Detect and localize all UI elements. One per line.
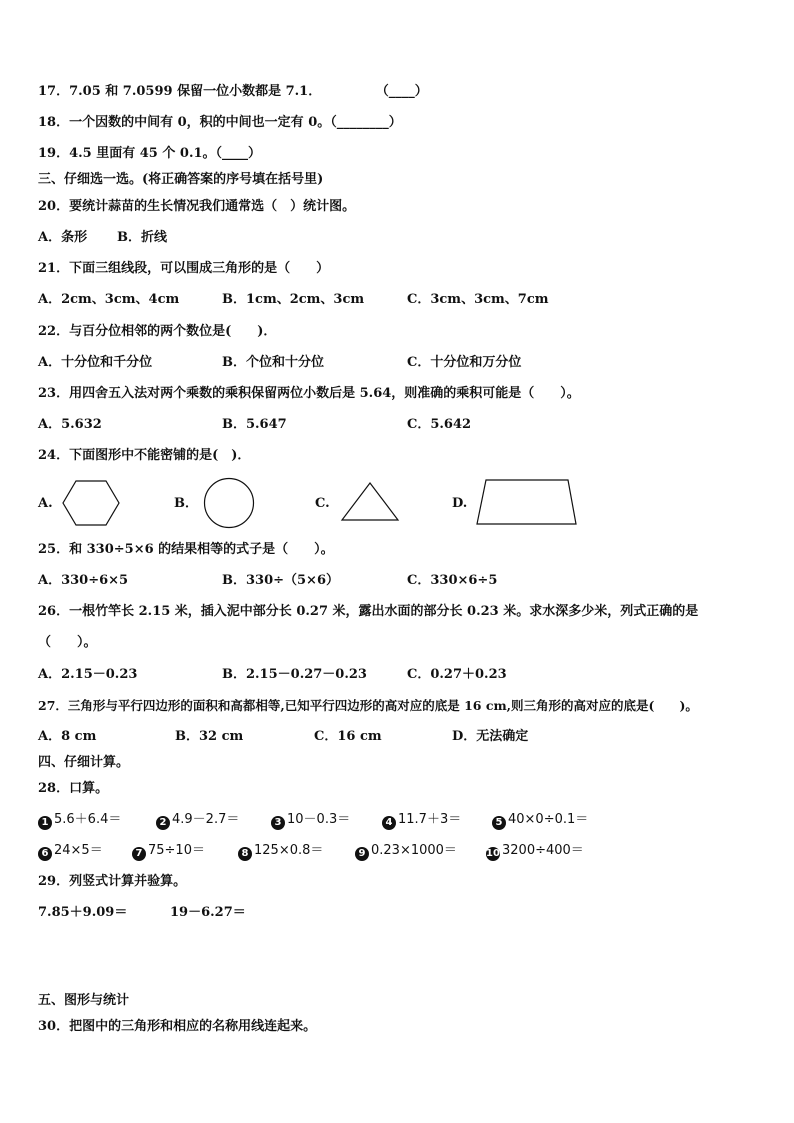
question-22: 22．与百分位相邻的两个数位是( )． — [38, 324, 277, 339]
calc-expr: 0.23×1000＝ — [371, 843, 457, 858]
question-26: 26．一根竹竿长 2.15 米，插入泥中部分长 0.27 米，露出水面的部分长 0.23 米。求水深多少米，列式正确的是 — [38, 604, 699, 619]
option-21-a[interactable]: A．2cm、3cm、4cm — [38, 292, 180, 307]
circled-number: 6 — [38, 847, 52, 861]
option-27-d[interactable]: D．无法确定 — [452, 729, 529, 744]
option-26-a[interactable]: A．2.15－0.23 — [38, 667, 138, 682]
option-24-c[interactable]: C. — [315, 496, 330, 511]
calc-expr: 4.9－2.7＝ — [172, 812, 240, 827]
vertical-calc-1: 7.85＋9.09＝ — [38, 905, 128, 920]
circled-number: 2 — [156, 816, 170, 830]
option-23-a[interactable]: A．5.632 — [38, 417, 102, 432]
question-28: 28．口算。 — [38, 781, 109, 796]
question-18 — [38, 115, 402, 131]
answer-paren-19[interactable]: （____） — [215, 146, 262, 161]
circled-number: 5 — [492, 816, 506, 830]
option-24-a[interactable]: A. — [38, 496, 53, 511]
circled-number: 4 — [382, 816, 396, 830]
question-25: 25．和 330÷5×6 的结果相等的式子是（ ）。 — [38, 542, 334, 557]
calc-item-10 — [486, 843, 584, 861]
circled-number: 3 — [271, 816, 285, 830]
question-19-text: 19．4.5 里面有 45 个 0.1。 — [38, 146, 216, 161]
option-25-c[interactable]: C．330×6÷5 — [407, 573, 498, 588]
calc-expr: 10－0.3＝ — [287, 812, 351, 827]
option-24-d[interactable]: D. — [452, 496, 468, 511]
answer-paren-17[interactable]: （____） — [375, 84, 428, 99]
section-4-heading: 四、仔细计算。 — [38, 755, 130, 770]
option-24-b[interactable]: B． — [174, 496, 198, 511]
question-19 — [38, 146, 261, 162]
option-27-c[interactable]: C．16 cm — [314, 729, 382, 744]
circled-number: 10 — [486, 848, 500, 859]
calc-expr: 40×0÷0.1＝ — [508, 812, 589, 827]
question-24: 24．下面图形中不能密铺的是( )． — [38, 448, 251, 463]
option-21-b[interactable]: B．1cm、2cm、3cm — [222, 292, 365, 307]
option-22-a[interactable]: A．十分位和千分位 — [38, 355, 153, 370]
option-25-b[interactable]: B．330÷（5×6） — [222, 573, 340, 588]
option-20-b[interactable]: B．折线 — [117, 230, 167, 245]
calc-expr: 75÷10＝ — [148, 843, 205, 858]
calc-item-8 — [238, 843, 323, 861]
calc-expr: 11.7＋3＝ — [398, 812, 462, 827]
option-26-c[interactable]: C．0.27＋0.23 — [407, 667, 507, 682]
question-20: 20．要统计蒜苗的生长情况我们通常选（ ）统计图。 — [38, 199, 356, 214]
answer-paren-18[interactable]: （________） — [330, 115, 402, 130]
option-26-b[interactable]: B．2.15－0.27－0.23 — [222, 667, 367, 682]
hexagon-icon — [60, 478, 122, 528]
option-25-a[interactable]: A．330÷6×5 — [38, 573, 129, 588]
question-30: 30．把图中的三角形和相应的名称用线连起来。 — [38, 1019, 317, 1034]
calc-item-2 — [156, 812, 239, 830]
question-29: 29．列竖式计算并验算。 — [38, 874, 187, 889]
question-17-text: 17．7.05 和 7.0599 保留一位小数都是 7.1． — [38, 84, 322, 99]
question-23: 23．用四舍五入法对两个乘数的乘积保留两位小数后是 5.64，则准确的乘积可能是（ ）。 — [38, 386, 580, 401]
option-22-c[interactable]: C．十分位和万分位 — [407, 355, 522, 370]
option-23-c[interactable]: C．5.642 — [407, 417, 472, 432]
calc-item-9 — [355, 843, 457, 861]
vertical-calc-2: 19－6.27＝ — [170, 905, 246, 920]
option-27-b[interactable]: B．32 cm — [175, 729, 244, 744]
question-27: 27．三角形与平行四边形的面积和高都相等,已知平行四边形的高对应的底是 16 cm,则三角形的高对应的底是( )。 — [38, 698, 698, 713]
section-3-heading: 三、仔细选一选。(将正确答案的序号填在括号里) — [38, 172, 324, 187]
option-21-c[interactable]: C．3cm、3cm、7cm — [407, 292, 549, 307]
calc-item-7 — [132, 843, 205, 861]
option-23-b[interactable]: B．5.647 — [222, 417, 287, 432]
calc-item-4 — [382, 812, 461, 830]
option-22-b[interactable]: B．个位和十分位 — [222, 355, 324, 370]
triangle-icon — [338, 480, 402, 524]
calc-expr: 125×0.8＝ — [254, 843, 324, 858]
option-20-a[interactable]: A．条形 — [38, 230, 88, 245]
question-18-text: 18．一个因数的中间有 0，积的中间也一定有 0。 — [38, 115, 331, 130]
section-5-heading: 五、图形与统计 — [38, 993, 130, 1008]
calc-expr: 3200÷400＝ — [502, 843, 584, 858]
circled-number: 1 — [38, 816, 52, 830]
calc-expr: 24×5＝ — [54, 843, 103, 858]
calc-item-6 — [38, 843, 103, 861]
circled-number: 8 — [238, 847, 252, 861]
calc-item-1 — [38, 812, 121, 830]
circle-icon — [202, 476, 258, 530]
calc-item-3 — [271, 812, 350, 830]
question-17 — [38, 84, 428, 100]
question-21: 21．下面三组线段，可以围成三角形的是（ ） — [38, 261, 330, 276]
calc-expr: 5.6＋6.4＝ — [54, 812, 122, 827]
circled-number: 9 — [355, 847, 369, 861]
circled-number: 7 — [132, 847, 146, 861]
question-26-paren[interactable]: （ ）。 — [38, 635, 97, 650]
option-27-a[interactable]: A．8 cm — [38, 729, 97, 744]
trapezoid-icon — [474, 476, 580, 528]
calc-item-5 — [492, 812, 588, 830]
